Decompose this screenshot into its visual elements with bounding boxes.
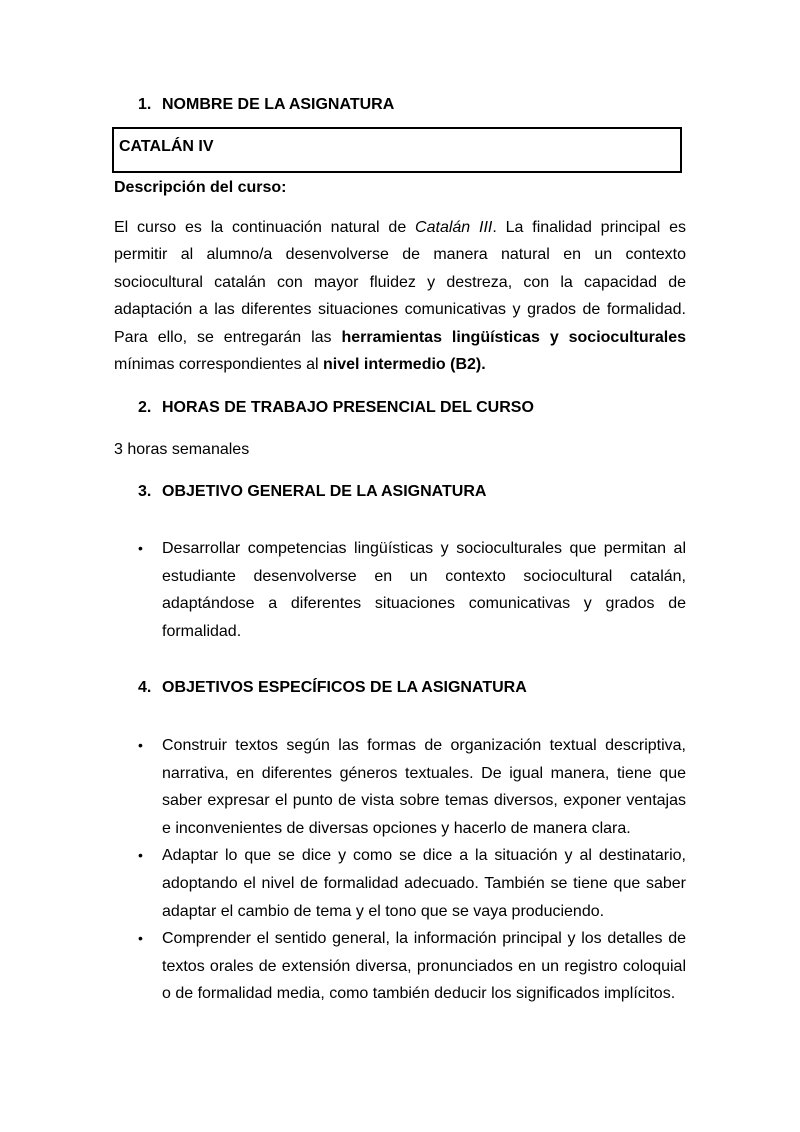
section-1-heading	[138, 96, 394, 114]
bullet-icon: •	[138, 847, 143, 864]
section-number: 4.	[138, 679, 152, 696]
section-number: 3.	[138, 483, 152, 500]
course-name-box	[112, 127, 682, 173]
bullet-icon: •	[138, 540, 143, 556]
description-text: El curso es la continuación natural de	[114, 219, 416, 236]
section-title: OBJETIVOS ESPECÍFICOS DE LA ASIGNATURA	[162, 679, 527, 696]
section-title: OBJETIVO GENERAL DE LA ASIGNATURA	[162, 483, 487, 500]
list-item	[138, 842, 686, 925]
specific-objectives-list	[138, 732, 686, 1008]
description-label: Descripción del curso:	[114, 179, 287, 196]
section-4-heading	[138, 679, 527, 697]
section-title: HORAS DE TRABAJO PRESENCIAL DEL CURSO	[162, 399, 534, 416]
bullet-icon: •	[138, 930, 143, 947]
hours-text: 3 horas semanales	[114, 441, 250, 458]
section-number: 1.	[138, 96, 152, 113]
general-objectives-list	[138, 535, 686, 645]
section-3-heading	[138, 483, 486, 501]
list-item	[138, 535, 686, 645]
list-item	[138, 732, 686, 842]
list-item-text: Desarrollar competencias lingüísticas y socioculturales que permitan al estudiante desenvolverse en un contexto sociocultural catalán, adaptándose a diferentes situaciones comunicativas y grados de formalidad.	[162, 540, 686, 640]
course-name: CATALÁN IV	[119, 138, 214, 155]
description-paragraph	[114, 214, 686, 378]
bullet-icon: •	[138, 737, 143, 753]
section-title: NOMBRE DE LA ASIGNATURA	[162, 96, 395, 113]
list-item-text: Comprender el sentido general, la información principal y los detalles de textos orales de extensión diversa, pronunciados en un registro coloquial o de formalidad media, como también deducir los significados implícitos.	[162, 930, 686, 1003]
description-text: . La finalidad principal es permitir al alumno/a desenvolverse de manera natural en un contexto sociocultural catalán con mayor fluidez y destreza, con la capacidad de adaptación a las diferentes situaciones comunicativas y grados de formalidad. Para ello, se entregarán las	[114, 219, 686, 346]
list-item-text: Adaptar lo que se dice y como se dice a la situación y al destinatario, adoptando el nivel de formalidad adecuado. También se tiene que saber adaptar el cambio de tema y el tono que se vaya produciendo.	[162, 847, 686, 920]
list-item	[138, 925, 686, 1008]
section-2-heading	[138, 399, 534, 417]
description-bold: nivel intermedio (B2).	[322, 356, 486, 374]
description-text: mínimas correspondientes al	[114, 356, 323, 374]
description-bold: herramientas lingüísticas y socioculturales	[341, 328, 686, 346]
list-item-text: Construir textos según las formas de organización textual descriptiva, narrativa, en diferentes géneros textuales. De igual manera, tiene que saber expresar el punto de vista sobre temas diversos, exponer ventajas e inconvenientes de diversas opciones y hacerlo de manera clara.	[162, 737, 686, 837]
section-number: 2.	[138, 399, 152, 416]
description-italic: Catalán III	[415, 219, 493, 236]
